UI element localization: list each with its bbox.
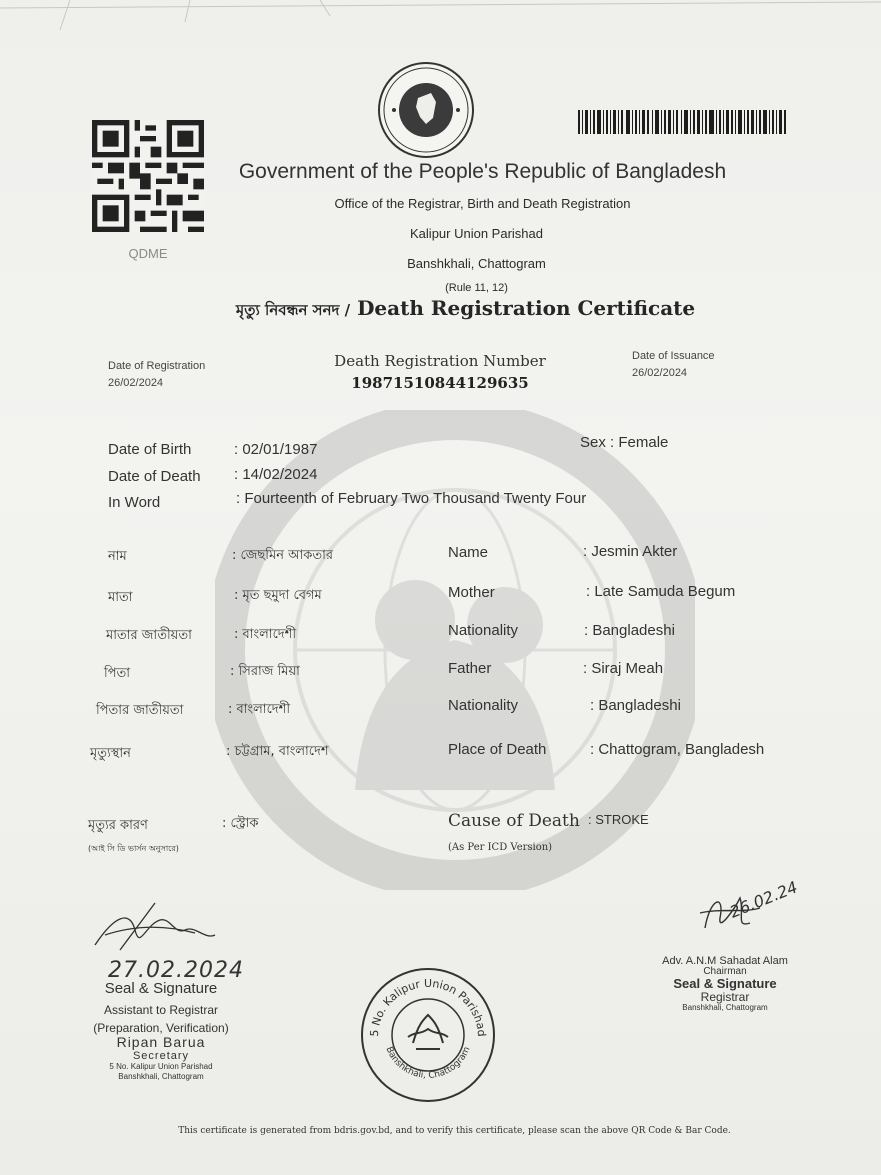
right-signature-block bbox=[640, 955, 810, 1013]
dod-value: : 14/02/2024 bbox=[234, 466, 318, 483]
left-office: 5 No. Kalipur Union Parishad bbox=[109, 1062, 213, 1071]
union-name: Kalipur Union Parishad bbox=[410, 226, 543, 241]
dob-value: : 02/01/1987 bbox=[234, 441, 318, 458]
right-name: Adv. A.N.M Sahadat Alam bbox=[662, 955, 788, 967]
left-role-sub: (Preparation, Verification) bbox=[93, 1021, 229, 1035]
registration-number-label: Death Registration Number bbox=[334, 352, 546, 370]
mother-nationality-en-label: Nationality bbox=[448, 622, 519, 639]
seal-text-bottom: Banshkhali, Chattogram bbox=[383, 1045, 473, 1081]
government-title: Government of the People's Republic of Bangladesh bbox=[238, 160, 727, 183]
verification-footer: This certificate is generated from bdris.gov.bd, and to verify this certificate, please scan the above QR Code & Bar Code. bbox=[178, 1126, 731, 1136]
paper-edge-lines bbox=[0, 0, 881, 40]
right-location: Banshkhali, Chattogram bbox=[682, 1003, 768, 1012]
office-name: Office of the Registrar, Birth and Death Registration bbox=[334, 196, 631, 211]
mother-nationality-bn-label: মাতার জাতীয়তা bbox=[106, 628, 192, 643]
left-role: Assistant to Registrar bbox=[103, 1003, 219, 1017]
father-bn-label: পিতা bbox=[104, 666, 131, 681]
government-emblem bbox=[376, 60, 476, 160]
father-nationality-en-value: : Bangladeshi bbox=[590, 697, 681, 714]
qr-label: QDME bbox=[128, 246, 168, 261]
rule-reference: (Rule 11, 12) bbox=[445, 282, 508, 294]
place-of-death-en-label: Place of Death bbox=[448, 741, 547, 758]
dod-label: Date of Death bbox=[108, 468, 201, 485]
father-nationality-bn-value: : বাংলাদেশী bbox=[228, 702, 291, 717]
left-handwritten-date: 27.02.2024 bbox=[108, 958, 244, 983]
certificate-title bbox=[25, 296, 881, 324]
left-title: Secretary bbox=[132, 1050, 190, 1062]
union-parishad-seal bbox=[358, 965, 498, 1105]
dob-label: Date of Birth bbox=[108, 441, 192, 458]
in-word-value: : Fourteenth of February Two Thousand Twenty Four bbox=[236, 490, 587, 507]
name-en-label: Name bbox=[448, 544, 489, 561]
left-signature-block bbox=[76, 980, 246, 1082]
barcode[interactable] bbox=[578, 110, 788, 134]
date-of-registration-value: 26/02/2024 bbox=[108, 377, 164, 389]
mother-nationality-en-value: : Bangladeshi bbox=[584, 622, 675, 639]
right-handwritten-date: 26.02.24 bbox=[727, 877, 801, 922]
mother-en-label: Mother bbox=[448, 584, 495, 601]
right-title: Chairman bbox=[703, 966, 747, 977]
name-en-value: : Jesmin Akter bbox=[583, 543, 678, 560]
left-handwritten-signature bbox=[85, 895, 225, 965]
right-role: Registrar bbox=[700, 990, 750, 1004]
mother-nationality-bn-value: : বাংলাদেশী bbox=[234, 627, 297, 642]
date-of-registration-label: Date of Registration bbox=[108, 360, 206, 372]
district-name: Banshkhali, Chattogram bbox=[407, 256, 546, 271]
seal-text-top: 5 No. Kalipur Union Parishad bbox=[367, 977, 489, 1038]
place-of-death-bn-value: : চট্টগ্রাম, বাংলাদেশ bbox=[226, 744, 329, 759]
mother-bn-label: মাতা bbox=[108, 590, 133, 605]
name-bn-value: : জেছমিন আকতার bbox=[232, 548, 334, 563]
right-seal-label: Seal & Signature bbox=[673, 976, 777, 991]
cause-bn-sub: (আই সি ডি ভার্সন অনুসারে) bbox=[88, 844, 179, 853]
svg-text:Banshkhali, Chattogram bbox=[384, 1045, 473, 1081]
certificate-title-en: Death Registration Certificate bbox=[350, 296, 696, 320]
date-of-issuance-value: 26/02/2024 bbox=[632, 367, 688, 379]
left-name: Ripan Barua bbox=[116, 1034, 206, 1050]
certificate-title-bn: মৃত্যু নিবন্ধন সনদ / bbox=[235, 301, 351, 319]
date-of-registration bbox=[108, 360, 205, 389]
name-bn-label: নাম bbox=[108, 549, 127, 564]
mother-en-value: : Late Samuda Begum bbox=[586, 583, 736, 600]
father-en-label: Father bbox=[448, 660, 492, 677]
father-nationality-bn-label: পিতার জাতীয়তা bbox=[96, 703, 184, 718]
cause-bn-label: মৃত্যুর কারণ bbox=[88, 818, 148, 833]
date-of-issuance-label: Date of Issuance bbox=[632, 350, 715, 362]
father-en-value: : Siraj Meah bbox=[583, 660, 664, 677]
date-of-issuance bbox=[632, 350, 715, 379]
place-of-death-bn-label: মৃত্যুস্থান bbox=[90, 746, 131, 761]
left-location: Banshkhali, Chattogram bbox=[118, 1072, 204, 1081]
father-bn-value: : সিরাজ মিয়া bbox=[230, 664, 300, 679]
cause-en-sub: (As Per ICD Version) bbox=[448, 842, 553, 853]
cause-en-value: : STROKE bbox=[588, 812, 649, 827]
place-of-death-en-value: : Chattogram, Bangladesh bbox=[590, 741, 765, 758]
cause-en-label: Cause of Death bbox=[448, 811, 580, 831]
father-nationality-en-label: Nationality bbox=[448, 697, 519, 714]
cause-bn-value: : স্ট্রোক bbox=[222, 816, 259, 831]
sex-value: Sex : Female bbox=[580, 434, 669, 451]
in-word-label: In Word bbox=[108, 494, 161, 511]
mother-bn-value: : মৃত ছমুদা বেগম bbox=[234, 588, 322, 603]
registration-number-value: 19871510844129635 bbox=[351, 374, 529, 392]
left-seal-label: Seal & Signature bbox=[104, 980, 218, 997]
